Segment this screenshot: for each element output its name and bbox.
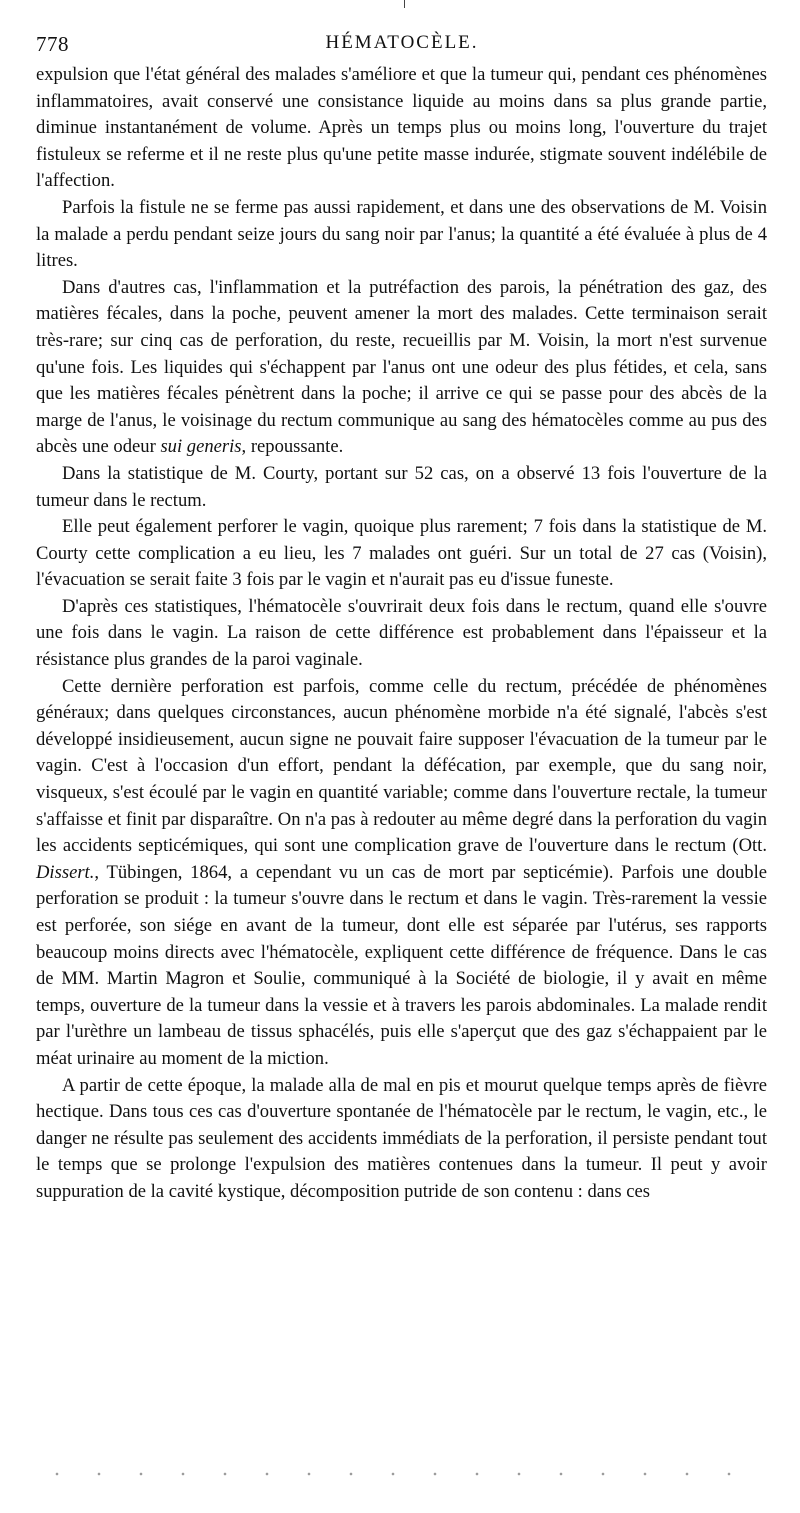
paragraph-vagin: Elle peut également perforer le vagin, quoique plus rarement; 7 fois dans la statistique de M. Courty cette complication a eu lieu, les 7 malades ont guéri. Sur un total de 27 cas (Voisin), l'évacuation se serait faite 3 fois par le vagin et n'aurait pas eu d'issue funeste. [36, 516, 767, 591]
page-body [36, 62, 767, 1206]
paragraph-statistique-courty: Dans la statistique de M. Courty, portant sur 52 cas, on a observé 13 fois l'ouverture de la tumeur dans le rectum. [36, 462, 767, 511]
paragraph-inflammation-text: Dans d'autres cas, l'inflammation et la putréfaction des parois, la pénétration des gaz, des matières fécales, dans la poche, peuvent amener la mort des malades. Cette terminaison serait très-rare; sur cinq cas de perforation, du reste, recueillis par M. Voisin, la mort n'est survenue qu'une fois. Les liquides qui s'échappent par l'anus ont une odeur des plus fétides, et cela, sans que les matières fécales pénètrent dans la poche; il arrive ce qui se passe pour des abcès de la marge de l'anus, le voisinage du rectum communique au sang des hématocèles comme au pus des abcès une odeur [36, 276, 767, 458]
paragraph-continuation: expulsion que l'état général des malades s'améliore et que la tumeur qui, pendant ces phénomènes inflammatoires, avait conservé une consistance liquide au moins dans sa plus grande partie, diminue instantanément de volume. Après un temps plus ou moins long, l'ouverture du trajet fistuleux se referme et il ne reste plus qu'une petite masse indurée, stigmate souvent indélébile de l'affection. [36, 64, 767, 192]
italic-sui-generis: sui generis [160, 436, 242, 458]
bottom-scan-artifact [36, 1471, 768, 1477]
italic-dissert: Dissert. [36, 861, 95, 883]
paragraph-a-partir: A partir de cette époque, la malade alla de mal en pis et mourut quelque temps après de fièvre hectique. Dans tous ces cas d'ouverture spontanée de l'hématocèle par le rectum, le vagin, etc., le danger ne résulte pas seulement des accidents immédiats de la perforation, il persiste pendant tout le temps que se prolonge l'expulsion des matières contenues dans la tumeur. Il peut y avoir suppuration de la cavité kystique, décomposition putride de son contenu : dans ces [36, 1074, 767, 1202]
paragraph-derniere-perforation [36, 674, 767, 1073]
page-number: 778 [36, 32, 69, 56]
running-title: HÉMATOCÈLE. [325, 32, 479, 53]
paragraph-inflammation-end: , repoussante. [241, 436, 344, 458]
paragraph-perforation-end: , Tübingen, 1864, a cependant vu un cas de mort par septicémie). Parfois une double perforation se produit : la tumeur s'ouvre dans le rectum et dans le vagin. Très-rarement la vessie est perforée, son siége en avant de la tumeur, dont elle est séparée par l'utérus, ses rapports beaucoup moins directs avec l'hématocèle, expliquent cette différence de fréquence. Dans le cas de MM. Martin Magron et Soulie, communiqué à la Société de biologie, il y avait en même temps, ouverture de la tumeur dans la vessie et à travers les parois abdominales. La malade rendit par l'urèthre un lambeau de tissus sphacélés, puis elle s'aperçut que des gaz s'échappaient par le méat urinaire au moment de la miction. [36, 861, 767, 1069]
paragraph-inflammation [36, 275, 767, 461]
page-header [36, 32, 768, 62]
paragraph-perforation-text: Cette dernière perforation est parfois, comme celle du rectum, précédée de phénomènes généraux; dans quelques circonstances, aucun phénomène morbide n'a été signalé, l'abcès s'est développé insidieusement, aucun signe ne pouvait faire supposer l'évacuation de la tumeur par le vagin. C'est à l'occasion d'un effort, pendant la défécation, par exemple, que du sang noir, visqueux, s'est écoulé par le vagin en quantité variable; comme dans l'ouverture rectale, la tumeur s'affaisse et finit par disparaître. On n'a pas à redouter au même degré dans la perforation du vagin les accidents septicémiques, qui sont une complication grave de l'ouverture dans le rectum (Ott. [36, 675, 767, 857]
top-margin-mark [404, 0, 405, 8]
paragraph-fistule: Parfois la fistule ne se ferme pas aussi rapidement, et dans une des observations de M. Voisin la malade a perdu pendant seize jours du sang noir par l'anus; la quantité a été évaluée à plus de 4 litres. [36, 196, 767, 272]
paragraph-apres-statistiques: D'après ces statistiques, l'hématocèle s'ouvrirait deux fois dans le rectum, quand elle s'ouvre une fois dans le vagin. La raison de cette différence est probablement dans l'épaisseur et la résistance plus grandes de la paroi vaginale. [36, 595, 767, 671]
